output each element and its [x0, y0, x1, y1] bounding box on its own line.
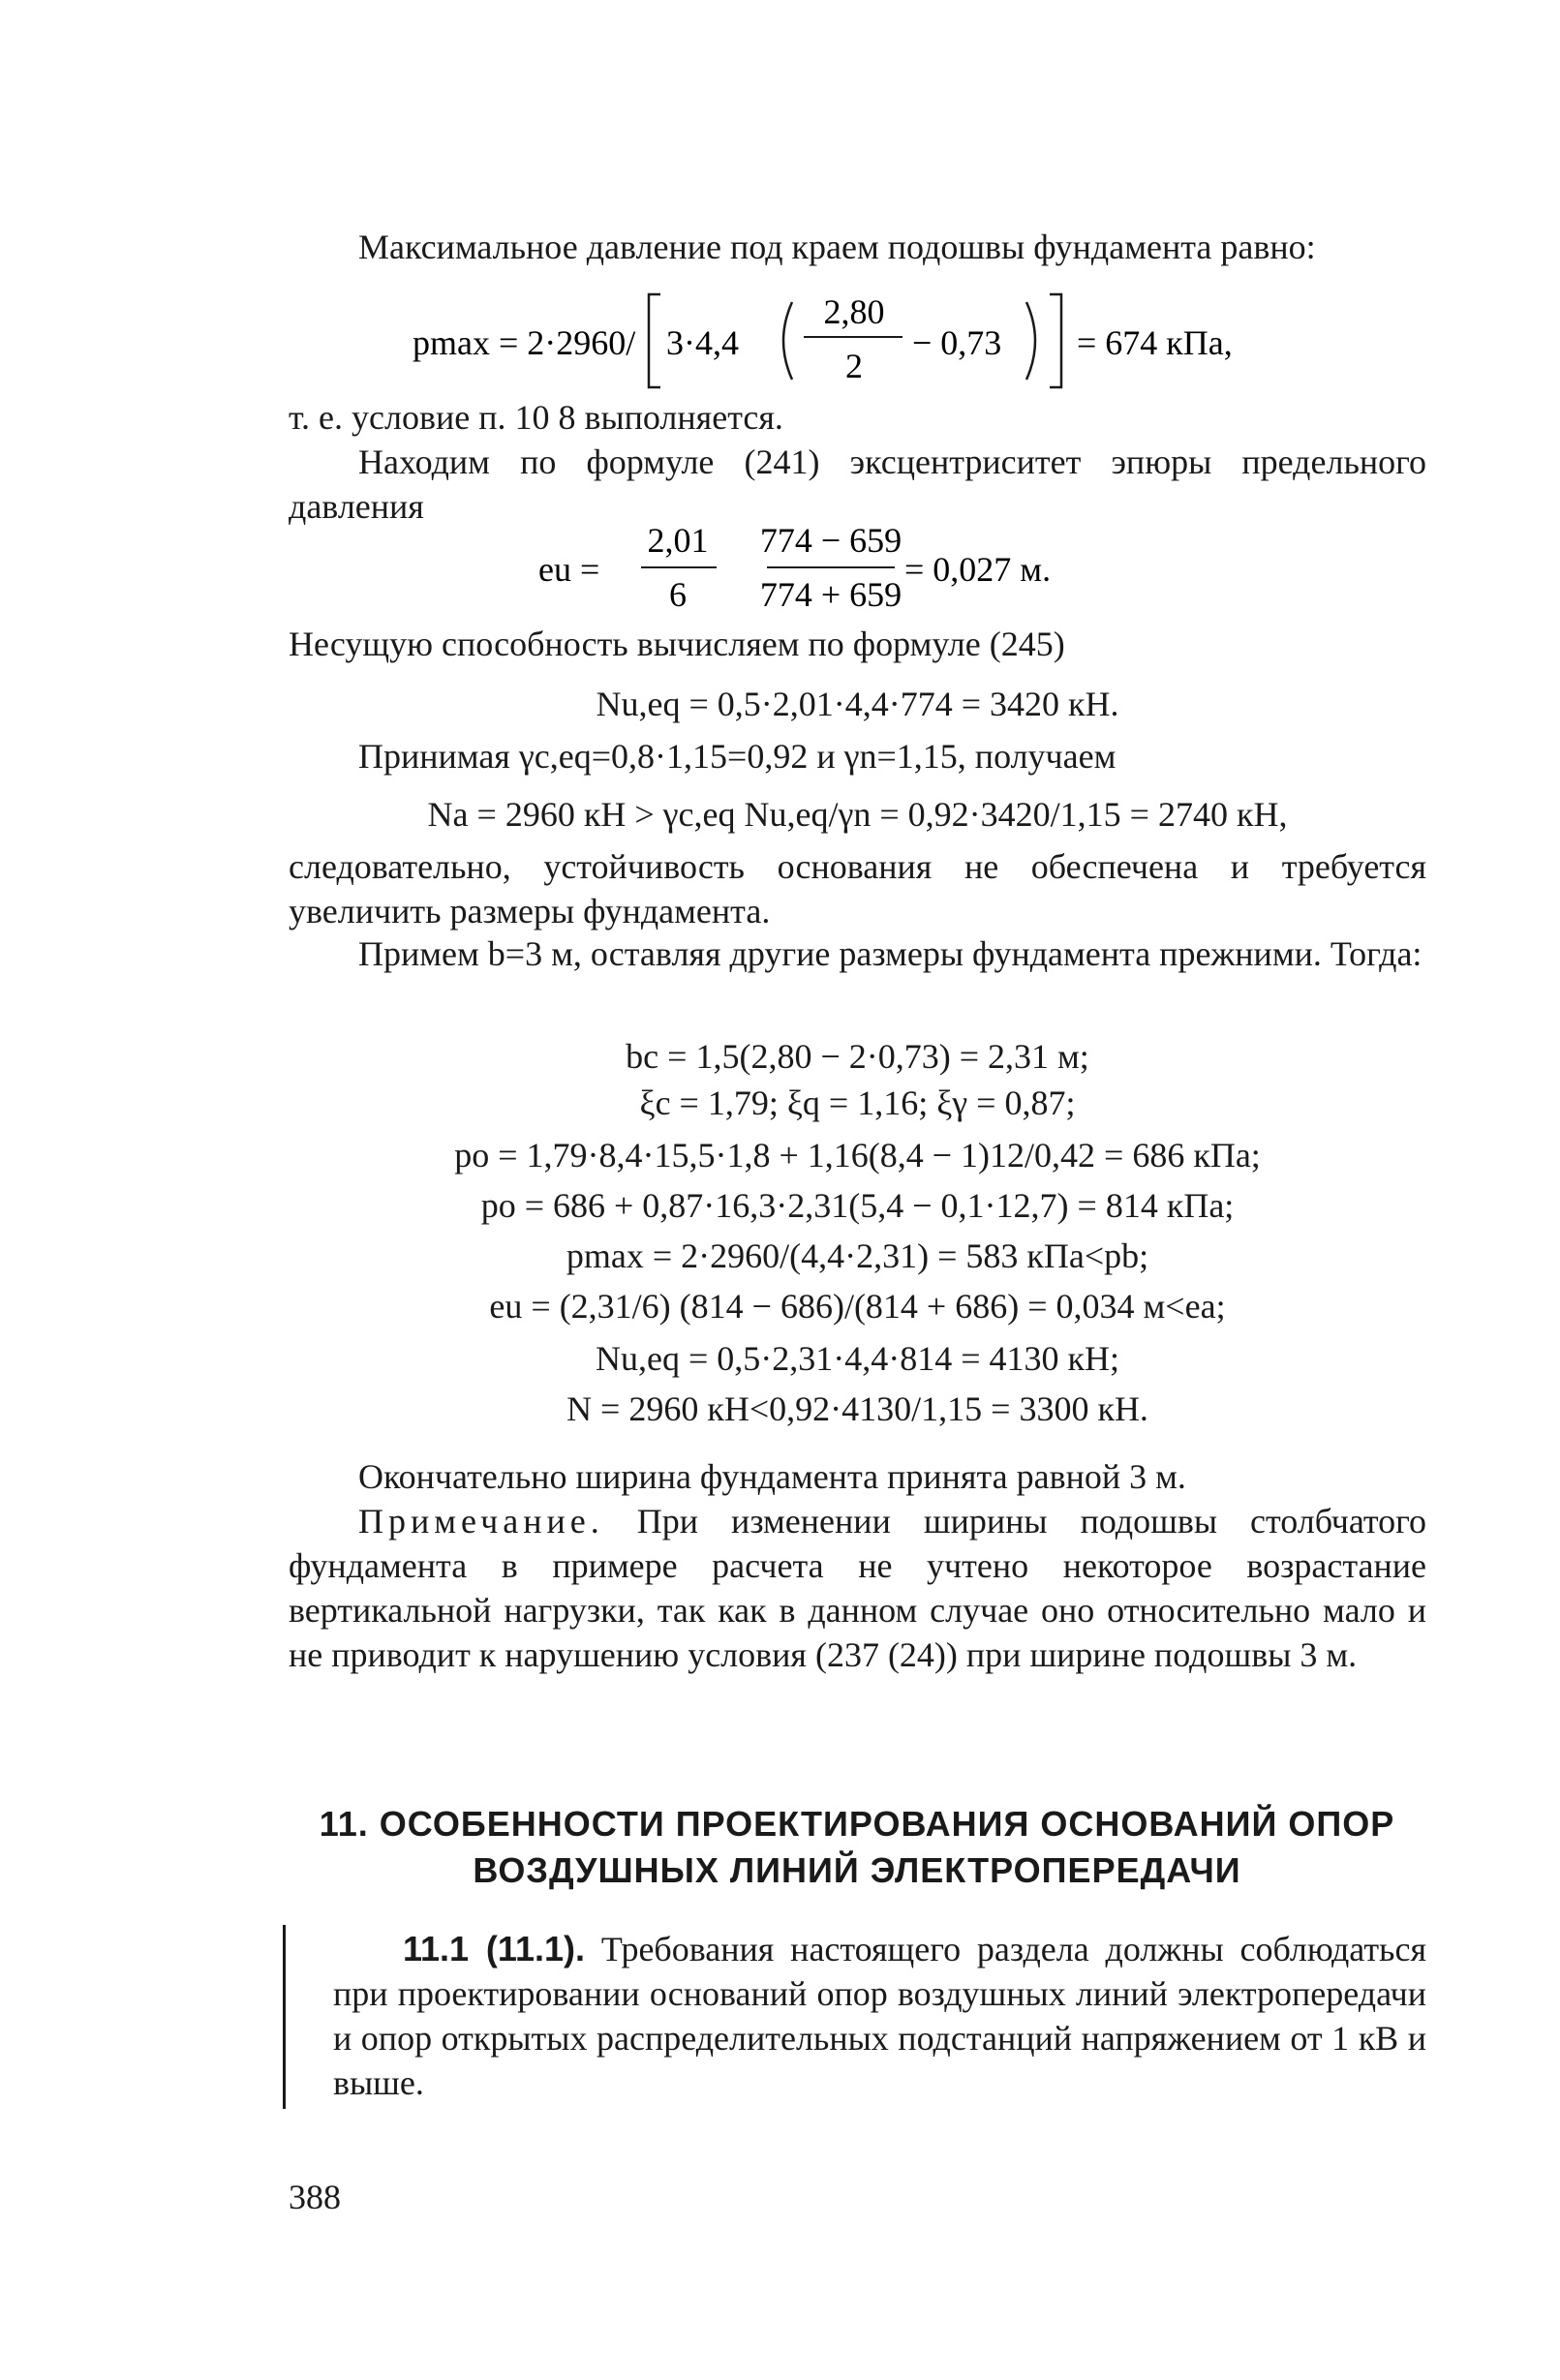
- paragraph-bearing-capacity: Несущую способность вычисляем по формуле (245): [289, 625, 1065, 663]
- change-bar: [283, 1925, 286, 2109]
- svg-text:3·4,4: 3·4,4: [666, 323, 739, 362]
- page-number: 388: [289, 2178, 341, 2216]
- svg-text:− 0,73: − 0,73: [912, 323, 1002, 362]
- svg-text:eu =: eu =: [538, 550, 600, 589]
- formula-pmax: [407, 277, 1394, 403]
- note-label: Примечание.: [358, 1502, 604, 1541]
- svg-text:= 674 кПа,: = 674 кПа,: [1077, 323, 1233, 362]
- formula-line: ξc = 1,79; ξq = 1,16; ξγ = 0,87;: [639, 1083, 1076, 1122]
- paragraph-accept-b: Примем b=3 м, оставляя другие размеры фундамента прежними. Тогда:: [358, 934, 1422, 973]
- formula-eu: [533, 515, 1152, 622]
- svg-text:2,01: 2,01: [647, 521, 709, 560]
- formula-line: po = 686 + 0,87·16,3·2,31(5,4 − 0,1·12,7) = 814 кПа;: [480, 1186, 1235, 1225]
- formula-line: Nu,eq = 0,5·2,31·4,4·814 = 4130 кН;: [595, 1339, 1120, 1378]
- formula-line: pmax = 2·2960/(4,4·2,31) = 583 кПа<pb;: [566, 1236, 1149, 1275]
- svg-text:774 + 659: 774 + 659: [759, 575, 902, 614]
- svg-text:pmax = 2·2960/: pmax = 2·2960/: [413, 323, 636, 362]
- note-text: При изменении ширины подошвы столбчатого фундамента в примере расчета не учтено некоторое возрастание вертикальной нагрузки, так как в данном случае оно относительно мало и не приводит к нарушению условия (237 (24)) при ширине подошвы 3 м.: [289, 1502, 1427, 1674]
- paragraph-final-width: Окончательно ширина фундамента принята равной 3 м.: [358, 1457, 1186, 1496]
- svg-text:2,80: 2,80: [823, 292, 885, 331]
- formula-line: eu = (2,31/6) (814 − 686)/(814 + 686) = 0,034 м<ea;: [489, 1287, 1226, 1326]
- paragraph-eccentricity: Находим по формуле (241) эксцентриситет эпюры предельного давления: [289, 442, 1426, 526]
- section-title: [281, 1801, 1433, 1894]
- section-title-line-1: 11. ОСОБЕННОСТИ ПРОЕКТИРОВАНИЯ ОСНОВАНИЙ ОПОР: [319, 1804, 1395, 1844]
- formula-nueq: Nu,eq = 0,5·2,01·4,4·774 = 3420 кН.: [596, 685, 1119, 723]
- paragraph-max-pressure: Максимальное давление под краем подошвы фундамента равно:: [358, 228, 1316, 266]
- paragraph-condition: т. е. условие п. 10 8 выполняется.: [289, 398, 783, 437]
- svg-text:774 − 659: 774 − 659: [759, 521, 902, 560]
- clause-number: 11.1 (11.1).: [403, 1929, 585, 1968]
- svg-text:= 0,027 м.: = 0,027 м.: [904, 550, 1052, 589]
- clause-11-1: [333, 1927, 1426, 2105]
- formula-line: N = 2960 кН<0,92·4130/1,15 = 3300 кН.: [566, 1389, 1148, 1428]
- formula-line: bc = 1,5(2,80 − 2·0,73) = 2,31 м;: [626, 1037, 1089, 1076]
- paragraph-taking: Принимая γc,eq=0,8·1,15=0,92 и γn=1,15, получаем: [358, 737, 1116, 776]
- paragraph-note: [289, 1499, 1426, 1677]
- paragraph-stability: следовательно, устойчивость основания не обеспечена и требуется увеличить размеры фундамента.: [289, 847, 1426, 931]
- svg-text:2: 2: [845, 347, 863, 385]
- formula-line: po = 1,79·8,4·15,5·1,8 + 1,16(8,4 − 1)12/0,42 = 686 кПа;: [454, 1136, 1261, 1175]
- clause-text: Требования настоящего раздела должны соблюдаться при проектировании оснований опор воздушных линий электропередачи и опор открытых распределительных подстанций напряжением от 1 кВ и выше.: [333, 1930, 1427, 2102]
- formula-na: Na = 2960 кН > γc,eq Nu,eq/γn = 0,92·3420/1,15 = 2740 кН,: [427, 795, 1288, 834]
- section-title-line-2: ВОЗДУШНЫХ ЛИНИЙ ЭЛЕКТРОПЕРЕДАЧИ: [473, 1850, 1241, 1890]
- svg-text:6: 6: [669, 575, 687, 614]
